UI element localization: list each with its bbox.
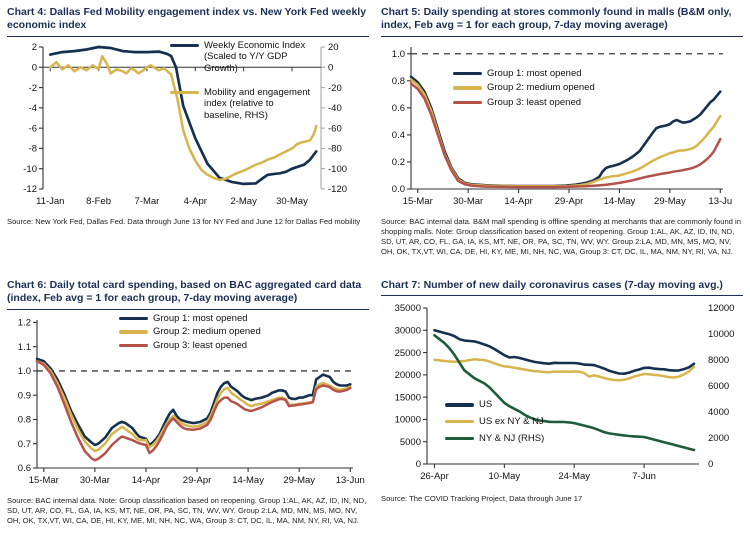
tick-label: 30-Mar [79,474,110,486]
tick-label: 0.2 [391,157,405,169]
tick-label: 35000 [394,303,421,315]
tick-label: 0.9 [17,390,31,402]
legend-label: US [479,399,493,411]
legend-label: Group 1: most opened [487,67,582,79]
legend-line-swatch [119,344,148,347]
legend-item [119,313,261,325]
chart4-source: Source: New York Fed, Dallas Fed. Data through June 13 for NY Fed and June 12 for Dallas Fed mobility [7,216,361,226]
legend-item [453,82,595,94]
legend-label: Group 3: least opened [153,340,248,352]
legend-line-swatch [445,437,474,440]
tick-label: -2 [28,82,37,94]
tick-label: 14-May [603,195,636,207]
legend-label: Group 2: medium opened [487,82,595,94]
tick-label: -4 [28,102,37,114]
tick-label: 29-May [654,195,686,207]
tick-label: 10-May [488,471,521,483]
chart5-canvas [381,40,739,214]
tick-label: 7-Mar [134,195,160,207]
legend-line-swatch [170,44,199,47]
tick-label: 15-Mar [402,195,433,207]
tick-label: -6 [28,123,37,135]
tick-label: 14-May [232,474,264,486]
legend-line-swatch [119,330,148,333]
tick-label: -10 [23,163,37,175]
chart7-title: Chart 7: Number of new daily coronavirus cases (7-day moving avg.) [381,279,743,296]
tick-label: 0.6 [391,102,405,114]
legend-item [445,416,544,428]
legend-line-swatch [119,317,148,320]
legend-label: Mobility and engagement index (relative to baseline, RHS) [204,86,311,121]
tick-label: 20 [328,42,339,54]
legend-line-swatch [453,86,482,89]
legend-line-swatch [445,403,474,406]
chart6-title: Chart 6: Daily total card spending, based on BAC aggregated card data (index, Feb avg = 1 for each group, 7-day moving average) [7,279,369,310]
legend-item [170,40,312,75]
chart5-title: Chart 5: Daily spending at stores commonly found in malls (B&M only, index, Feb avg = 1 for each group, 7-day moving average) [381,6,743,37]
legend-item [445,399,544,411]
legend-line-swatch [453,72,482,75]
chart7-legend [445,399,544,444]
chart7-source: Source: The COVID Tracking Project, Data through June 17 [381,494,583,504]
tick-label: 29-May [283,474,316,486]
chart5-source: Source: BAC internal data. B&M mall spending is offline spending at merchants that are commonly found in shopping malls. Note: Group classification based on extent of reopening. Group 1:AL, AK, AZ, ID, IN, ND, SD, UT, AR, CO, FL, GA, IA, KS, MT, NE, OR, PA, SC, TN, WV, WY. Group 2:LA, MD, MN, MS, MO, NV, OH, OK, TX,VT, WI, CA, DE, HI, KY, ME, MI, NH, NC, WA, Group 3: CT, DC, IL, MA, NM, NY, RI, VA, NJ. [381,216,741,256]
panel-chart-5 [381,6,743,279]
series-line-3 [37,361,350,460]
tick-label: 15-Mar [28,474,59,486]
chart6-plot-area [7,313,369,493]
tick-label: 1.0 [391,48,405,60]
legend-label: Group 1: most opened [153,312,248,324]
legend-line-swatch [453,101,482,104]
chart5-legend [453,68,595,109]
chart4-legend [170,40,312,121]
tick-label: 0.4 [391,129,405,141]
tick-label: 0 [415,459,421,471]
tick-label: 8-Feb [86,195,112,207]
tick-label: -100 [328,163,348,175]
legend-item [170,87,312,122]
legend-label: Group 2: medium opened [153,326,261,338]
tick-label: 14-Apr [131,474,161,486]
chart6-source: Source: BAC internal data. Note: Group classification based on reopening. Group 1:AL, AK, AZ, ID, IN, ND, SD, UT, AR, CO, FL, GA, IA, KS, MT, NE, OR, PA, SC, TN, WV, WY. Group 2:LA, MD, MN, MS, MO, NV, OH, OK, TX,VT, WI, CA, DE, HI, KY, ME, MI, NH, NC, WA, Group 3: CT, DC, IL, MA, NM, NY, RI, VA, NJ. [7,495,367,525]
tick-label: 6000 [708,381,730,393]
panel-chart-4 [7,6,369,279]
tick-label: 0 [708,459,714,471]
tick-label: 25000 [394,348,421,360]
tick-label: 14-Apr [504,195,533,207]
tick-label: 8000 [708,355,730,367]
tick-label: 1.2 [17,317,31,329]
tick-label: 0 [31,62,37,74]
legend-line-swatch [445,420,474,423]
legend-label: Group 3: least opened [487,97,582,109]
tick-label: 20000 [394,370,421,382]
chart5-plot-area [381,40,743,214]
tick-label: 0.8 [391,75,405,87]
tick-label: 30-May [276,195,308,207]
chart4-plot-area [7,40,369,214]
series-line-1 [435,331,695,374]
tick-label: 26-Apr [420,471,449,483]
tick-label: 5000 [399,437,421,449]
tick-label: 29-Apr [554,195,584,207]
tick-label: -120 [328,184,348,196]
legend-item [119,340,261,352]
tick-label: 1.1 [17,341,31,353]
tick-label: -20 [328,82,342,94]
panel-chart-6 [7,279,369,526]
tick-label: 0.8 [17,414,31,426]
panel-chart-7 [381,279,743,526]
tick-label: -8 [28,143,37,155]
tick-label: -40 [328,102,342,114]
tick-label: 4-Apr [183,195,207,207]
tick-label: 0 [328,62,334,74]
tick-label: 2000 [708,433,730,445]
tick-label: 7-Jun [632,471,656,483]
tick-label: 10000 [394,415,421,427]
tick-label: 1.0 [17,366,31,378]
tick-label: 13-Ju [708,195,733,207]
legend-item [119,326,261,338]
series-line-2 [37,361,350,451]
chart7-plot-area [381,299,743,491]
tick-label: -12 [23,184,37,196]
chart6-legend [119,313,261,352]
tick-label: 10000 [708,329,735,341]
tick-label: 0.7 [17,438,31,450]
tick-label: 30000 [394,325,421,337]
tick-label: -80 [328,143,342,155]
legend-line-swatch [170,91,199,94]
tick-label: 2-May [230,195,257,207]
tick-label: -60 [328,123,342,135]
legend-label: NY & NJ (RHS) [479,432,545,444]
legend-label: Weekly Economic Index (Scaled to Y/Y GDP Growth) [204,39,306,75]
tick-label: 24-May [558,471,591,483]
legend-item [445,433,544,445]
tick-label: 2 [31,42,37,54]
tick-label: 0.6 [17,463,31,475]
legend-item [453,68,595,80]
tick-label: 15000 [394,392,421,404]
tick-label: 4000 [708,407,730,419]
tick-label: 12000 [708,303,735,315]
legend-label: US ex NY & NJ [479,416,544,428]
tick-label: 11-Jan [36,195,65,207]
tick-label: 0.0 [391,184,405,196]
chart4-title: Chart 4: Dallas Fed Mobility engagement index vs. New York Fed weekly economic index [7,6,369,37]
legend-item [453,97,595,109]
tick-label: 13-Jun [335,474,365,486]
chart7-canvas [381,299,739,491]
tick-label: 29-Apr [182,474,212,486]
tick-label: 30-Mar [453,195,484,207]
series-line-1 [37,359,350,445]
